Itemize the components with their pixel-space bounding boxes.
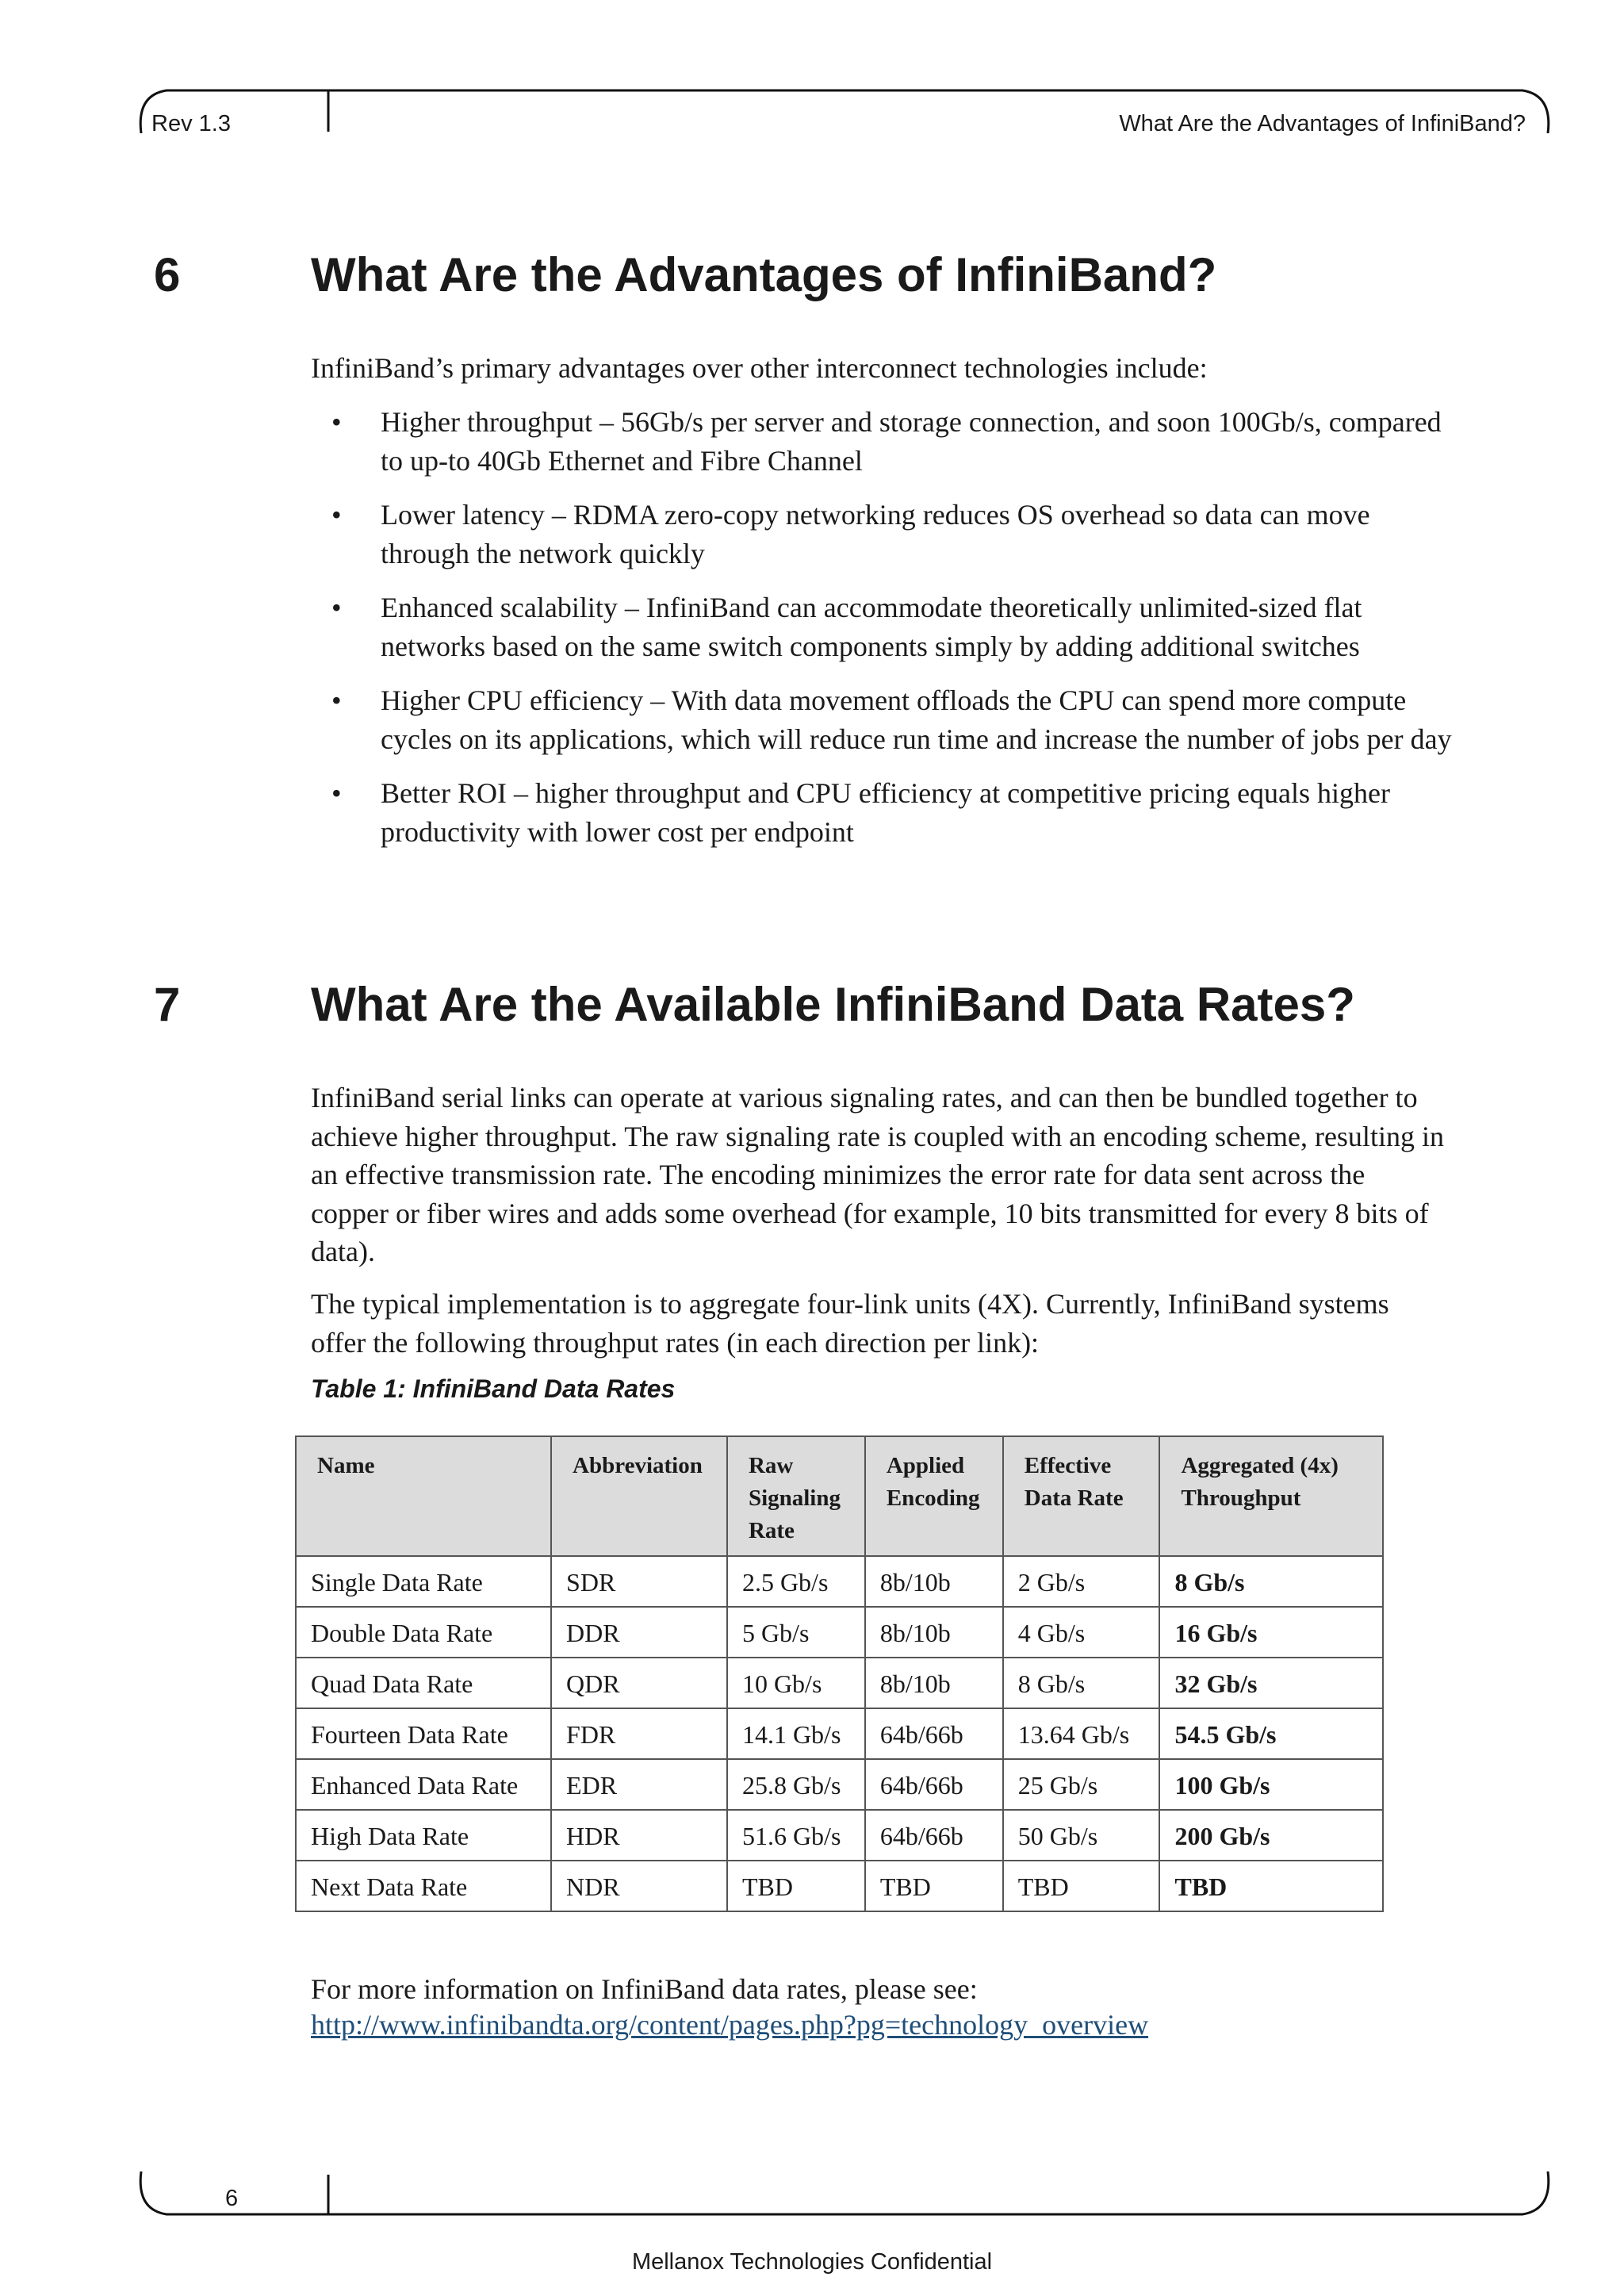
- table-row: [296, 1810, 1383, 1861]
- list-item: [311, 588, 1453, 665]
- list-item: [311, 774, 1453, 851]
- cell-aggregated: 100 Gb/s: [1159, 1759, 1383, 1810]
- table-header-row: [296, 1436, 1383, 1556]
- footer-frame: [135, 2170, 1554, 2217]
- cell-name: Fourteen Data Rate: [296, 1708, 551, 1759]
- header-raw-signaling-rate: Raw Signaling Rate: [727, 1436, 865, 1556]
- cell-encoding: 64b/66b: [865, 1759, 1003, 1810]
- list-item-text: Higher CPU efficiency – With data movement offloads the CPU can spend more compute cycles on its applications, which will reduce run time and increase the number of jobs per day: [381, 684, 1452, 755]
- list-item: [311, 681, 1453, 758]
- header-aggregated-throughput: Aggregated (4x) Throughput: [1159, 1436, 1383, 1556]
- table-caption: Table 1: InfiniBand Data Rates: [311, 1374, 676, 1403]
- cell-encoding: 64b/66b: [865, 1708, 1003, 1759]
- table-row: [296, 1556, 1383, 1607]
- cell-abbreviation: DDR: [551, 1607, 727, 1658]
- cell-raw-rate: 14.1 Gb/s: [727, 1708, 865, 1759]
- cell-encoding: 8b/10b: [865, 1658, 1003, 1708]
- cell-raw-rate: 25.8 Gb/s: [727, 1759, 865, 1810]
- cell-raw-rate: 51.6 Gb/s: [727, 1810, 865, 1861]
- header-applied-encoding: Applied Encoding: [865, 1436, 1003, 1556]
- list-item-text: Lower latency – RDMA zero-copy networking reduces OS overhead so data can move through the network quickly: [381, 499, 1370, 569]
- header-effective-data-rate: Effective Data Rate: [1003, 1436, 1160, 1556]
- cell-encoding: 8b/10b: [865, 1556, 1003, 1607]
- cell-aggregated: 54.5 Gb/s: [1159, 1708, 1383, 1759]
- cell-name: Quad Data Rate: [296, 1658, 551, 1708]
- section-7-paragraph-1: InfiniBand serial links can operate at various signaling rates, and can then be bundled together to achieve higher throughput. The raw signaling rate is coupled with an encoding scheme, resulting in an effective transmission rate. The encoding minimizes the error rate for data sent across the copper or fiber wires and adds some overhead (for example, 10 bits transmitted for every 8 bits of data).: [311, 1082, 1444, 1267]
- table-row: [296, 1861, 1383, 1911]
- cell-aggregated: TBD: [1159, 1861, 1383, 1911]
- cell-name: Double Data Rate: [296, 1607, 551, 1658]
- cell-raw-rate: TBD: [727, 1861, 865, 1911]
- cell-abbreviation: EDR: [551, 1759, 727, 1810]
- list-item: [311, 403, 1453, 480]
- list-item-text: Enhanced scalability – InfiniBand can accommodate theoretically unlimited-sized flat networks based on the same switch components simply by adding additional switches: [381, 592, 1362, 662]
- list-item-text: Better ROI – higher throughput and CPU efficiency at competitive pricing equals higher productivity with lower cost per endpoint: [381, 777, 1391, 848]
- list-item-text: Higher throughput – 56Gb/s per server and storage connection, and soon 100Gb/s, compared to up-to 40Gb Ethernet and Fibre Channel: [381, 406, 1442, 477]
- technology-overview-link[interactable]: http://www.infinibandta.org/content/pages.php?pg=technology_overview: [311, 2009, 1149, 2041]
- cell-name: Next Data Rate: [296, 1861, 551, 1911]
- table-row: [296, 1607, 1383, 1658]
- cell-aggregated: 8 Gb/s: [1159, 1556, 1383, 1607]
- cell-aggregated: 32 Gb/s: [1159, 1658, 1383, 1708]
- cell-effective-rate: TBD: [1003, 1861, 1160, 1911]
- section-7-paragraph-2: The typical implementation is to aggregate four-link units (4X). Currently, InfiniBand systems offer the following throughput rates (in each direction per link):: [311, 1288, 1389, 1359]
- table-row: [296, 1708, 1383, 1759]
- cell-aggregated: 16 Gb/s: [1159, 1607, 1383, 1658]
- header-name: Name: [296, 1436, 551, 1556]
- bullet-icon: •: [331, 592, 342, 623]
- bullet-icon: •: [331, 406, 342, 438]
- cell-abbreviation: HDR: [551, 1810, 727, 1861]
- cell-effective-rate: 4 Gb/s: [1003, 1607, 1160, 1658]
- cell-effective-rate: 50 Gb/s: [1003, 1810, 1160, 1861]
- page-number: 6: [225, 2186, 239, 2211]
- section-6-title: What Are the Advantages of InfiniBand?: [311, 248, 1217, 301]
- cell-encoding: 8b/10b: [865, 1607, 1003, 1658]
- section-7-number: 7: [154, 978, 181, 1031]
- cell-effective-rate: 2 Gb/s: [1003, 1556, 1160, 1607]
- cell-abbreviation: NDR: [551, 1861, 727, 1911]
- cell-raw-rate: 5 Gb/s: [727, 1607, 865, 1658]
- bullet-icon: •: [331, 499, 342, 531]
- bullet-icon: •: [331, 684, 342, 716]
- table-row: [296, 1658, 1383, 1708]
- cell-abbreviation: QDR: [551, 1658, 727, 1708]
- advantages-list: [311, 403, 1453, 867]
- header-running-title: What Are the Advantages of InfiniBand?: [1119, 111, 1526, 136]
- cell-name: High Data Rate: [296, 1810, 551, 1861]
- cell-effective-rate: 25 Gb/s: [1003, 1759, 1160, 1810]
- section-6-number: 6: [154, 248, 181, 301]
- data-rates-table: [295, 1435, 1384, 1912]
- section-7-title: What Are the Available InfiniBand Data Rates?: [311, 978, 1355, 1031]
- confidential-notice: Mellanox Technologies Confidential: [631, 2249, 993, 2275]
- cell-effective-rate: 8 Gb/s: [1003, 1658, 1160, 1708]
- cell-effective-rate: 13.64 Gb/s: [1003, 1708, 1160, 1759]
- table-row: [296, 1759, 1383, 1810]
- bullet-icon: •: [331, 777, 342, 809]
- cell-name: Single Data Rate: [296, 1556, 551, 1607]
- cell-raw-rate: 2.5 Gb/s: [727, 1556, 865, 1607]
- list-item: [311, 496, 1453, 573]
- cell-encoding: TBD: [865, 1861, 1003, 1911]
- cell-abbreviation: FDR: [551, 1708, 727, 1759]
- cell-abbreviation: SDR: [551, 1556, 727, 1607]
- cell-aggregated: 200 Gb/s: [1159, 1810, 1383, 1861]
- header-revision: Rev 1.3: [151, 111, 231, 136]
- section-6-intro: InfiniBand’s primary advantages over other interconnect technologies include:: [311, 352, 1208, 384]
- cell-name: Enhanced Data Rate: [296, 1759, 551, 1810]
- cell-encoding: 64b/66b: [865, 1810, 1003, 1861]
- header-abbreviation: Abbreviation: [551, 1436, 727, 1556]
- cell-raw-rate: 10 Gb/s: [727, 1658, 865, 1708]
- more-info-text: For more information on InfiniBand data rates, please see:: [311, 1973, 978, 2005]
